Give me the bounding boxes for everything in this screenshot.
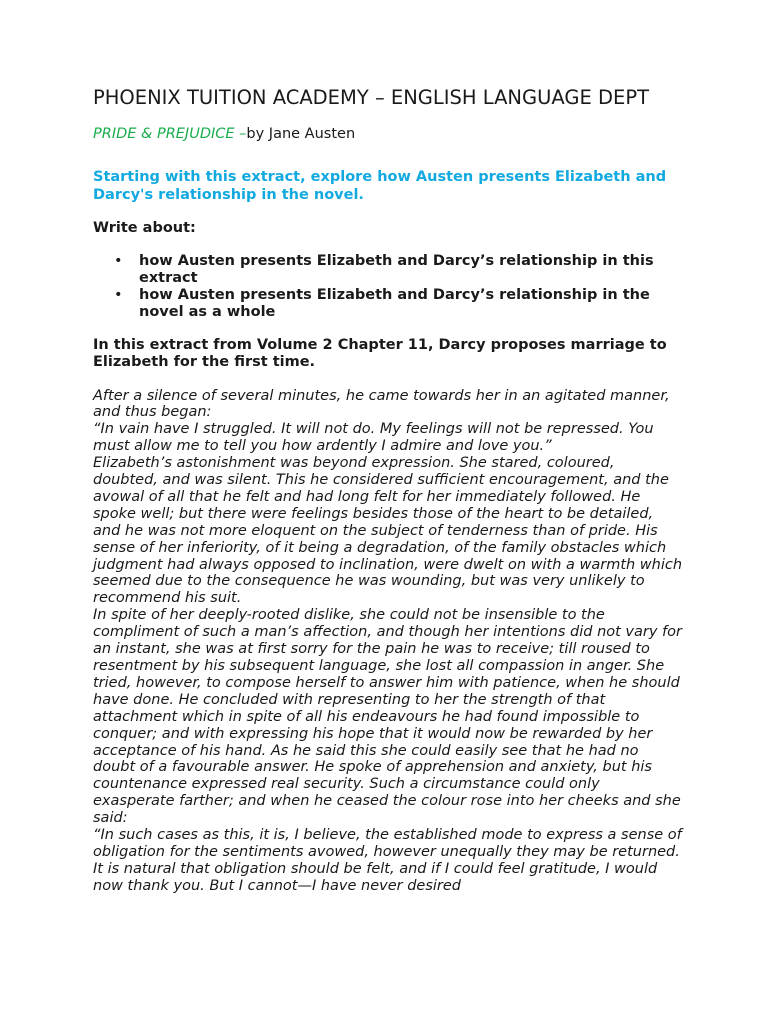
bullet-text: how Austen presents Elizabeth and Darcy’s relationship in the novel as a whole bbox=[139, 286, 650, 320]
bullet-icon: • bbox=[114, 252, 123, 269]
exam-question: Starting with this extract, explore how Austen presents Elizabeth and Darcy's relationship in the novel. bbox=[93, 169, 667, 203]
book-title: PRIDE & PREJUDICE – bbox=[93, 126, 247, 142]
write-about-list bbox=[93, 253, 683, 321]
extract-paragraph: Elizabeth’s astonishment was beyond expression. She stared, coloured, doubted, and was silent. This he considered sufficient encouragement, and the avowal of all that he felt and had long felt for her immediately followed. He spoke well; but there were feelings besides those of the heart to be detailed, and he was not more eloquent on the subject of tenderness than of pride. His sense of her inferiority, of it being a degradation, of the family obstacles which judgment had always opposed to inclination, were dwelt on with a warmth which seemed due to the consequence he was wounding, but was very unlikely to recommend his suit. bbox=[93, 455, 683, 607]
document-content bbox=[93, 86, 683, 895]
write-about-item bbox=[114, 286, 683, 321]
book-heading bbox=[93, 125, 683, 143]
extract-paragraph: “In such cases as this, it is, I believe, the established mode to express a sense of obligation for the sentiments avowed, however unequally they may be returned. It is natural that obligation should be felt, and if I could feel gratitude, I would now thank you. But I cannot—I have never desired bbox=[93, 827, 682, 894]
document-title: PHOENIX TUITION ACADEMY – ENGLISH LANGUAGE DEPT bbox=[93, 86, 650, 109]
extract-paragraph: In spite of her deeply-rooted dislike, she could not be insensible to the compliment of such a man’s affection, and though her intentions did not vary for an instant, she was at first sorry for the pain he was to receive; till roused to resentment by his subsequent language, she lost all compassion in anger. She tried, however, to compose herself to answer him with patience, when he should have done. He concluded with representing to her the strength of that attachment which in spite of all his endeavours he had found impossible to conquer; and with expressing his hope that it would now be rewarded by her acceptance of his hand. As he said this she could easily see that he had no doubt of a favourable answer. He spoke of apprehension and anxiety, but his countenance expressed real security. Such a circumstance could only exasperate farther; and when he ceased the colour rose into her cheeks and she said: bbox=[93, 607, 682, 827]
extract-paragraph: “In vain have I struggled. It will not do. My feelings will not be repressed. You must allow me to tell you how ardently I admire and love you.” bbox=[93, 421, 654, 455]
extract-paragraph: After a silence of several minutes, he came towards her in an agitated manner, and thus began: bbox=[93, 387, 670, 421]
bullet-icon: • bbox=[114, 286, 123, 303]
extract-intro: In this extract from Volume 2 Chapter 11, Darcy proposes marriage to Elizabeth for the first time. bbox=[93, 336, 667, 370]
write-about-label: Write about: bbox=[93, 220, 196, 236]
bullet-text: how Austen presents Elizabeth and Darcy’s relationship in this extract bbox=[139, 252, 654, 286]
book-author: by Jane Austen bbox=[246, 126, 356, 142]
write-about-item bbox=[114, 252, 683, 287]
extract-text bbox=[93, 388, 683, 895]
